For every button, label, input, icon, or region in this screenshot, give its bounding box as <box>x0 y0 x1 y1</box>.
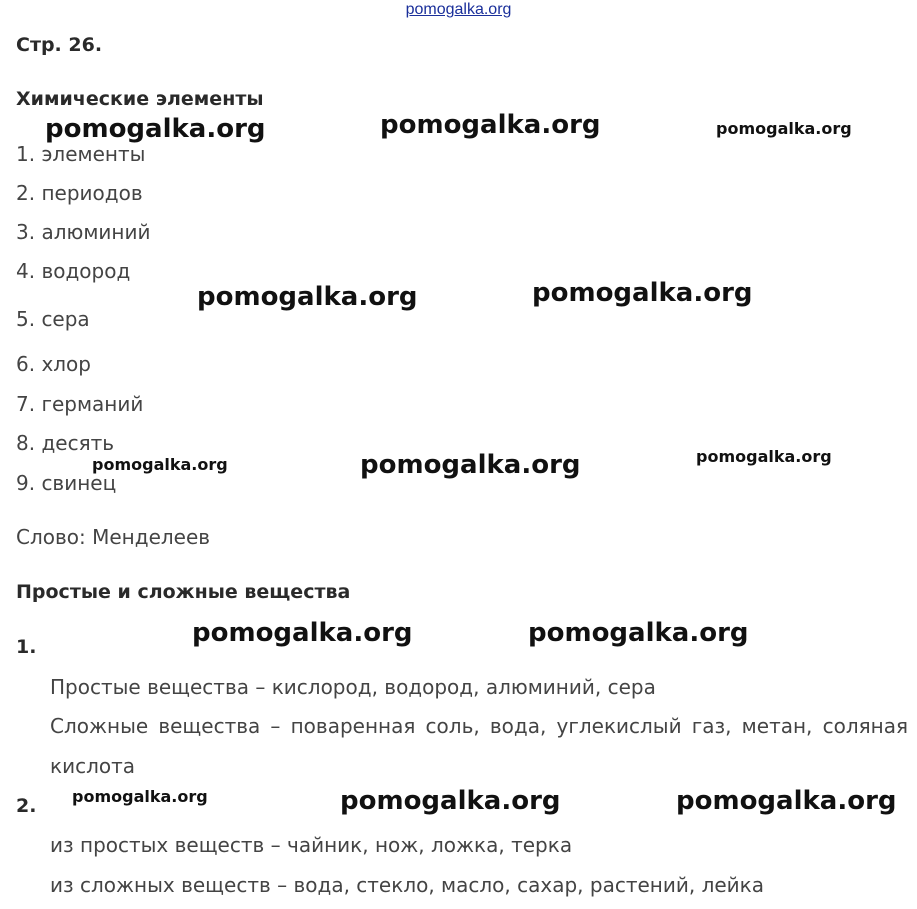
section-title-chemical-elements: Химические элементы <box>16 88 264 110</box>
list-item: 7. германий <box>16 392 144 416</box>
watermark-text: pomogalka.org <box>72 787 208 806</box>
list-item: 3. алюминий <box>16 220 151 244</box>
list-item: 9. свинец <box>16 471 117 495</box>
answer-word: Слово: Менделеев <box>16 525 211 549</box>
task1-simple-substances: Простые вещества – кислород, водород, алюминий, сера <box>50 675 656 699</box>
list-item: 2. периодов <box>16 181 143 205</box>
watermark-text: pomogalka.org <box>380 110 601 140</box>
watermark-text: pomogalka.org <box>340 786 561 816</box>
list-item: 4. водород <box>16 259 131 283</box>
watermark-text: pomogalka.org <box>45 114 266 144</box>
list-item: 1. элементы <box>16 142 146 166</box>
watermark-text: pomogalka.org <box>532 278 753 308</box>
watermark-text: pomogalka.org <box>360 450 581 480</box>
site-link[interactable]: pomogalka.org <box>405 1 512 18</box>
list-item: 6. хлор <box>16 352 91 376</box>
list-item: 8. десять <box>16 431 115 455</box>
task1-complex-substances-continued: кислота <box>50 754 135 778</box>
watermark-text: pomogalka.org <box>197 282 418 312</box>
watermark-text: pomogalka.org <box>92 455 228 474</box>
watermark-text: pomogalka.org <box>696 447 832 466</box>
task2-from-complex-substances: из сложных веществ – вода, стекло, масло, сахар, растений, лейка <box>50 873 764 897</box>
task2-from-simple-substances: из простых веществ – чайник, нож, ложка, терка <box>50 833 573 857</box>
task-number-2: 2. <box>16 795 37 817</box>
section-title-substances: Простые и сложные вещества <box>16 581 351 603</box>
task1-complex-substances: Сложные вещества – поваренная соль, вода, углекислый газ, метан, соляная <box>50 714 908 738</box>
watermark-text: pomogalka.org <box>528 618 749 648</box>
list-item: 5. сера <box>16 307 90 331</box>
watermark-text: pomogalka.org <box>676 786 897 816</box>
page-reference: Стр. 26. <box>16 34 103 56</box>
watermark-text: pomogalka.org <box>192 618 413 648</box>
task-number-1: 1. <box>16 636 37 658</box>
watermark-text: pomogalka.org <box>716 119 852 138</box>
